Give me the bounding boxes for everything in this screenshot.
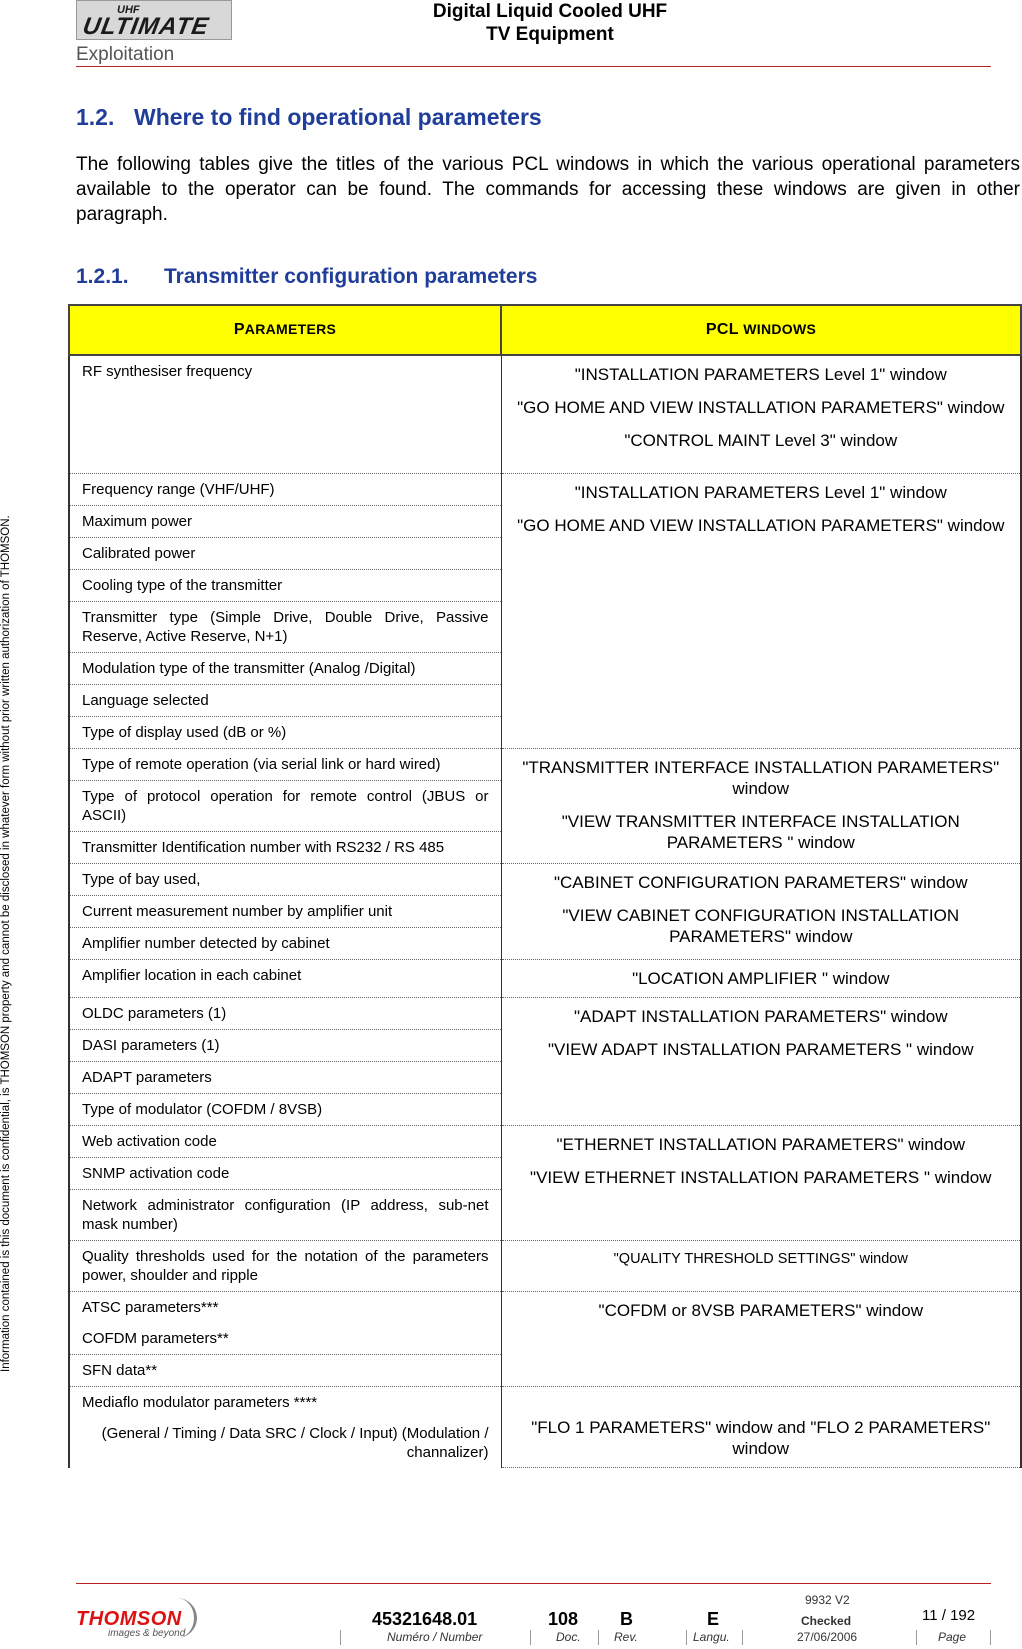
document-title — [380, 0, 720, 46]
param-cell: OLDC parameters (1) — [69, 997, 501, 1029]
label-number: Numéro / Number — [387, 1630, 483, 1644]
subsection-title: Transmitter configuration parameters — [164, 265, 538, 288]
doc-number: 108 — [548, 1609, 579, 1629]
window-title: "VIEW TRANSMITTER INTERFACE INSTALLATION PARAMETERS " window — [561, 811, 960, 852]
confidentiality-note: Information contained is this document is confidential, is THOMSON property and cannot be disclosed in whatever form without prior written authorization of THOMSON. — [0, 515, 12, 1372]
footer-separator — [916, 1630, 917, 1645]
windows-cell — [501, 1291, 1021, 1386]
title-line-2: TV Equipment — [486, 24, 614, 45]
param-cell: Type of bay used, — [69, 863, 501, 895]
window-title: "VIEW CABINET CONFIGURATION INSTALLATION PARAMETERS" window — [562, 905, 960, 946]
table-row — [69, 959, 1021, 997]
date: 27/06/2006 — [797, 1630, 858, 1644]
window-title: "VIEW ETHERNET INSTALLATION PARAMETERS " window — [530, 1167, 992, 1187]
windows-cell — [501, 997, 1021, 1125]
windows-cell — [501, 1240, 1021, 1291]
header-section-name: Exploitation — [76, 44, 175, 65]
param-cell: Maximum power — [69, 505, 501, 537]
footer-divider — [76, 1583, 991, 1584]
table-row — [69, 1240, 1021, 1291]
window-title: "TRANSMITTER INTERFACE INSTALLATION PARAMETERS" window — [522, 757, 1000, 798]
param-cell: Amplifier location in each cabinet — [69, 959, 501, 997]
param-cell: Frequency range (VHF/UHF) — [69, 473, 501, 505]
logo-tagline: images & beyond — [108, 1628, 186, 1639]
param-sublabel: (General / Timing / Data SRC / Clock / Input) (Modulation / channalizer) — [101, 1424, 489, 1461]
version-code: 9932 V2 — [805, 1593, 850, 1607]
param-cell: Cooling type of the transmitter — [69, 569, 501, 601]
header-parameters: PARAMETERS — [69, 305, 501, 355]
logo-main-text: ULTIMATE — [80, 13, 212, 40]
param-cell: Modulation type of the transmitter (Analog /Digital) — [69, 652, 501, 684]
param-cell: Calibrated power — [69, 537, 501, 569]
table-row — [69, 1125, 1021, 1157]
param-cell: Language selected — [69, 684, 501, 716]
window-title: "CONTROL MAINT Level 3" window — [624, 431, 898, 450]
window-title: "CABINET CONFIGURATION PARAMETERS" window — [553, 872, 968, 892]
param-cell: Amplifier number detected by cabinet — [69, 927, 501, 959]
window-title: "ETHERNET INSTALLATION PARAMETERS" window — [556, 1134, 965, 1154]
label-rev: Rev. — [614, 1630, 638, 1644]
label-page: Page — [938, 1630, 967, 1644]
windows-cell — [501, 355, 1021, 473]
windows-cell — [501, 863, 1021, 959]
table-row — [69, 355, 1021, 473]
param-cell: Current measurement number by amplifier unit — [69, 895, 501, 927]
subsection-heading — [76, 265, 537, 289]
window-title: "ADAPT INSTALLATION PARAMETERS" window — [573, 1006, 948, 1026]
footer-separator — [340, 1630, 341, 1645]
param-cell: RF synthesiser frequency — [69, 355, 501, 473]
footer-separator — [742, 1630, 743, 1645]
footer-separator — [530, 1630, 531, 1645]
footer-separator — [686, 1630, 687, 1645]
label-langu: Langu. — [693, 1630, 730, 1644]
checked-label: Checked — [801, 1614, 852, 1628]
param-cell: COFDM parameters** — [69, 1323, 501, 1355]
window-title: "INSTALLATION PARAMETERS Level 1" window — [574, 365, 947, 384]
param-cell: SFN data** — [69, 1354, 501, 1386]
param-cell: DASI parameters (1) — [69, 1029, 501, 1061]
page-count: 11 / 192 — [922, 1607, 976, 1624]
param-cell: ADAPT parameters — [69, 1061, 501, 1093]
windows-cell — [501, 959, 1021, 997]
table-row — [69, 1291, 1021, 1323]
section-number: 1.2. — [76, 104, 115, 130]
window-title: "FLO 1 PARAMETERS" window and "FLO 2 PARAMETERS" window — [531, 1418, 991, 1458]
window-title: "VIEW ADAPT INSTALLATION PARAMETERS " window — [547, 1039, 974, 1059]
window-title: "LOCATION AMPLIFIER " window — [632, 968, 890, 988]
window-title: "GO HOME AND VIEW INSTALLATION PARAMETERS" window — [517, 398, 1005, 417]
subsection-number: 1.2.1. — [76, 265, 129, 288]
window-title: "INSTALLATION PARAMETERS Level 1" window — [574, 482, 947, 502]
param-cell: ATSC parameters*** — [69, 1291, 501, 1323]
table-row — [69, 473, 1021, 505]
footer-separator — [990, 1630, 991, 1645]
table-row — [69, 748, 1021, 780]
param-cell — [69, 1386, 501, 1468]
intro-paragraph: The following tables give the titles of the various PCL windows in which the various operational parameters available to the operator can be found. The commands for accessing these windows are given in other paragraph. — [76, 154, 1020, 225]
window-title: "COFDM or 8VSB PARAMETERS" window — [598, 1300, 923, 1320]
language: E — [707, 1609, 720, 1629]
param-cell: Web activation code — [69, 1125, 501, 1157]
param-cell: Quality thresholds used for the notation of the parameters power, shoulder and ripple — [69, 1240, 501, 1291]
revision: B — [620, 1609, 633, 1629]
header-pcl-windows: PCL WINDOWS — [501, 305, 1021, 355]
title-line-1: Digital Liquid Cooled UHF — [432, 1, 668, 22]
ultimate-logo — [76, 0, 232, 40]
param-cell: Type of display used (dB or %) — [69, 716, 501, 748]
windows-cell — [501, 1125, 1021, 1240]
param-label: Mediaflo modulator parameters **** — [82, 1393, 318, 1411]
windows-cell — [501, 473, 1021, 748]
window-title: "GO HOME AND VIEW INSTALLATION PARAMETERS" window — [517, 515, 1005, 535]
thomson-logo — [76, 1608, 196, 1648]
windows-cell — [501, 748, 1021, 863]
logo-brand-text: THOMSON — [76, 1608, 182, 1630]
param-cell: Transmitter Identification number with RS232 / RS 485 — [69, 831, 501, 863]
param-cell: Network administrator configuration (IP address, sub-net mask number) — [69, 1189, 501, 1240]
table-header-row — [69, 305, 1021, 355]
window-title: "QUALITY THRESHOLD SETTINGS" window — [613, 1250, 908, 1267]
footer-separator — [598, 1630, 599, 1645]
table-row — [69, 863, 1021, 895]
header-divider — [76, 66, 991, 67]
windows-cell — [501, 1386, 1021, 1468]
param-cell: SNMP activation code — [69, 1157, 501, 1189]
label-doc: Doc. — [556, 1630, 581, 1644]
parameters-table — [68, 304, 1022, 1468]
table-row — [69, 997, 1021, 1029]
section-heading — [76, 104, 542, 131]
param-cell: Type of modulator (COFDM / 8VSB) — [69, 1093, 501, 1125]
table-body — [69, 355, 1021, 1468]
table-row — [69, 1386, 1021, 1468]
param-cell: Type of protocol operation for remote control (JBUS or ASCII) — [69, 780, 501, 831]
document-number: 45321648.01 — [372, 1609, 478, 1629]
logo-small-text: UHF — [117, 4, 140, 16]
section-title: Where to find operational parameters — [134, 104, 542, 130]
param-cell: Transmitter type (Simple Drive, Double Drive, Passive Reserve, Active Reserve, N+1) — [69, 601, 501, 652]
param-cell: Type of remote operation (via serial link or hard wired) — [69, 748, 501, 780]
